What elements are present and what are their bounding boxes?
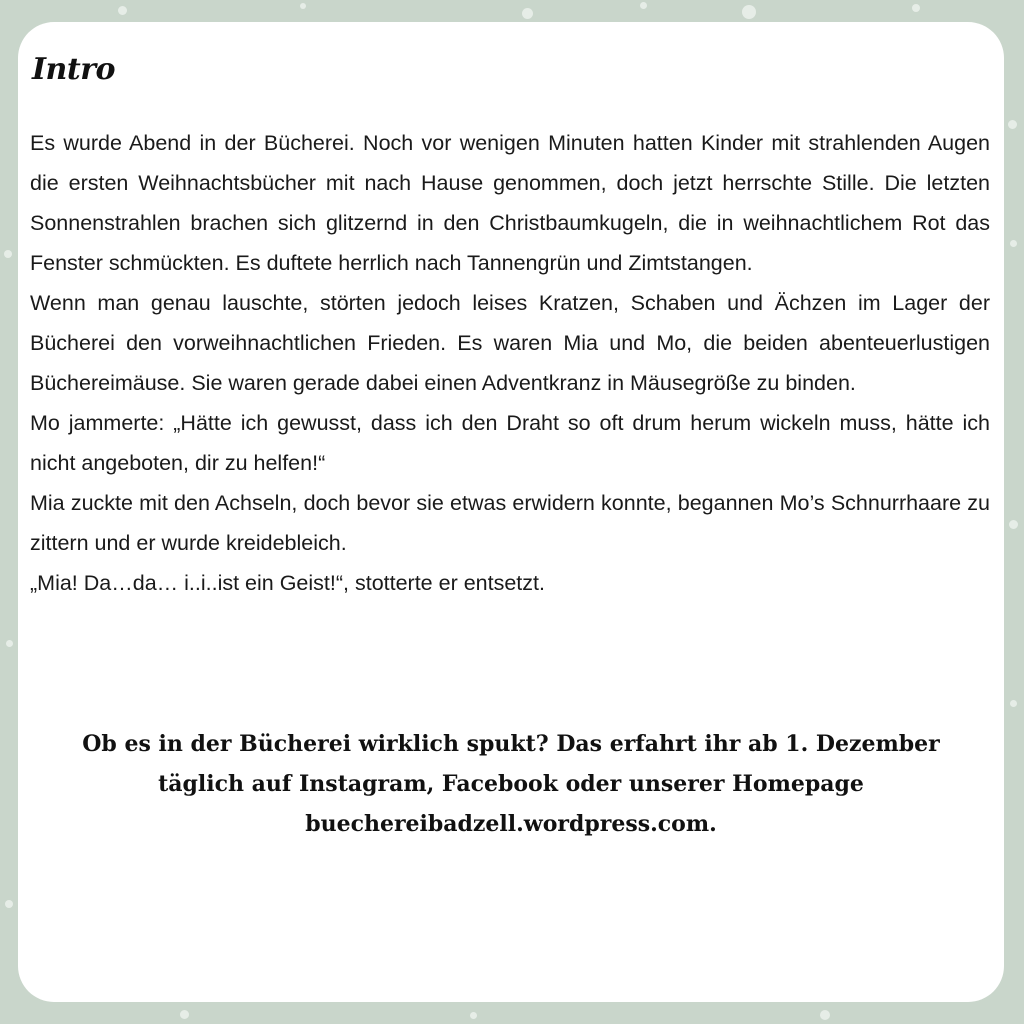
snow-dot	[912, 4, 920, 12]
snow-dot	[180, 1010, 189, 1019]
announcement-callout	[18, 724, 1004, 844]
announcement-line: Ob es in der Bücherei wirklich spukt? Das erfahrt ihr ab 1. Dezember	[82, 731, 940, 757]
story-paragraph: „Mia! Da…da… i..i..ist ein Geist!“, stotterte er entsetzt.	[30, 571, 545, 595]
snow-dot	[1010, 240, 1017, 247]
snow-dot	[4, 250, 12, 258]
snow-dot	[1008, 120, 1017, 129]
snow-dot	[820, 1010, 830, 1020]
story-paragraph: Es wurde Abend in der Bücherei. Noch vor wenigen Minuten hatten Kinder mit strahlenden Augen die ersten Weihnachtsbücher mit nach Hause genommen, doch jetzt herrschte Stille. Die letzten Sonnenstrahlen brachen sich glitzernd in den Christbaumkugeln, die in weihnachtlichem Rot das Fenster schmückten. Es duftete herrlich nach Tannengrün und Zimtstangen.	[30, 131, 990, 275]
snow-dot	[742, 5, 756, 19]
snow-dot	[640, 2, 647, 9]
page-title: Intro	[32, 52, 116, 87]
snow-dot	[300, 3, 306, 9]
content-card	[18, 22, 1004, 1002]
snow-dot	[1010, 700, 1017, 707]
snow-dot	[470, 1012, 477, 1019]
snow-dot	[1009, 520, 1018, 529]
snow-dot	[118, 6, 127, 15]
story-paragraph: Mia zuckte mit den Achseln, doch bevor sie etwas erwidern konnte, begannen Mo’s Schnurrhaare zu zittern und er wurde kreidebleich.	[30, 491, 990, 555]
story-text	[30, 123, 990, 603]
snow-dot	[6, 640, 13, 647]
story-paragraph: Mo jammerte: „Hätte ich gewusst, dass ich den Draht so oft drum herum wickeln muss, hätte ich nicht angeboten, dir zu helfen!“	[30, 411, 990, 475]
homepage-url: buechereibadzell.wordpress.com.	[305, 811, 717, 837]
snow-dot	[522, 8, 533, 19]
snow-dot	[5, 900, 13, 908]
announcement-line: täglich auf Instagram, Facebook oder unserer Homepage	[158, 771, 864, 797]
story-paragraph: Wenn man genau lauschte, störten jedoch leises Kratzen, Schaben und Ächzen im Lager der Bücherei den vorweihnachtlichen Frieden. Es waren Mia und Mo, die beiden abenteuerlustigen Büchereimäuse. Sie waren gerade dabei einen Adventkranz in Mäusegröße zu binden.	[30, 291, 990, 395]
